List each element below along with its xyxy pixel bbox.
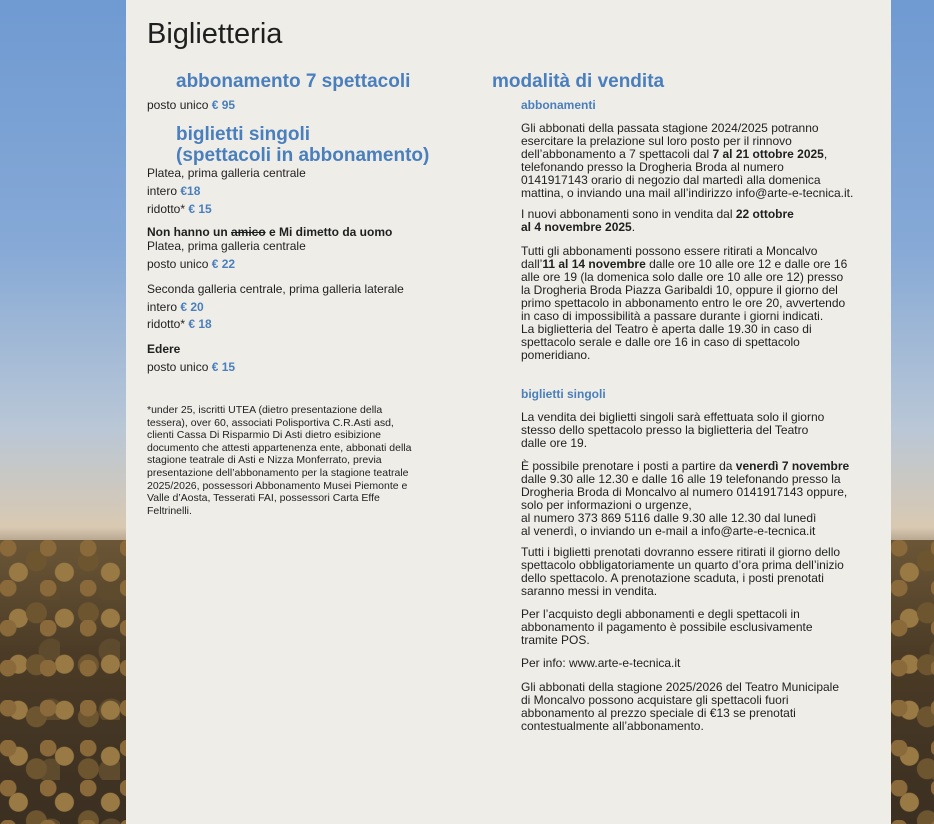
price-label: posto unico	[147, 98, 212, 112]
singoli-subtitle: biglietti singoli	[521, 387, 606, 401]
abbonamenti-subtitle: abbonamenti	[521, 98, 596, 112]
note-line: tessera), over 60, associati Polisportiva C.R.Asti asd,	[147, 416, 394, 429]
note-line: Valle d’Aosta, Tesserati FAI, possessori Carta Effe	[147, 492, 380, 505]
ridotto-row-1	[147, 203, 212, 216]
intero-row-2	[147, 301, 204, 314]
posto-price: € 22	[211, 257, 236, 271]
abbonamento-title: abbonamento 7 spettacoli	[176, 71, 411, 92]
text-span: dalle ore 10 alle ore 12 e dalle ore 16	[645, 257, 848, 271]
date-start: venerdì 7 novembre	[735, 459, 850, 473]
text-span: ,	[823, 147, 828, 161]
text-line: Tutti gli abbonamenti possono essere ritirati a Moncalvo	[521, 244, 818, 258]
text-span: I nuovi abbonamenti sono in vendita dal	[521, 207, 736, 221]
singoli-title-2: (spettacoli in abbonamento)	[176, 145, 430, 166]
ridotto-row-2	[147, 318, 212, 331]
intero-price: €18	[180, 184, 201, 198]
show-title-1-part2: e Mi dimetto da uomo	[265, 225, 393, 239]
paragraph-prelazione	[521, 122, 871, 200]
ridotto-price: € 18	[188, 317, 212, 331]
text-line: Gli abbonati della stagione 2025/2026 del Teatro Municipale	[521, 680, 840, 694]
seconda-galleria-label: Seconda galleria centrale, prima galleria laterale	[147, 282, 404, 296]
price-value: € 95	[211, 98, 236, 112]
text-line: pomeridiano.	[521, 348, 591, 362]
posto-row-2	[147, 258, 235, 271]
intero-row-1	[147, 185, 200, 198]
text-line: telefonando presso la Drogheria Broda al numero	[521, 160, 784, 174]
text-line: Tutti i biglietti prenotati dovranno essere ritirati il giorno dello	[521, 545, 841, 559]
posto-row-3	[147, 361, 235, 374]
note-line: 2025/2026, possessori Abbonamento Musei Piemonte e	[147, 479, 408, 492]
text-line: dalle 9.30 alle 12.30 e dalle 16 alle 19 telefonando presso la	[521, 472, 841, 486]
text-line: mattina, o inviando una mail all’indirizzo info@arte-e-tecnica.it.	[521, 186, 854, 200]
text-line: dalle ore 19.	[521, 436, 588, 450]
text-line: La vendita dei biglietti singoli sarà effettuata solo il giorno	[521, 410, 825, 424]
text-line: alle ore 19 (la domenica solo dalle ore 10 alle ore 12) presso	[521, 270, 844, 284]
note-line: Feltrinelli.	[147, 504, 192, 517]
text-line: stesso dello spettacolo presso la biglietteria del Teatro	[521, 423, 809, 437]
singoli-title-1: biglietti singoli	[176, 124, 311, 145]
intero-price: € 20	[180, 300, 204, 314]
date-range: 11 al 14 novembre	[542, 257, 646, 271]
background-trees-right	[891, 540, 934, 824]
background-trees-left	[0, 540, 126, 824]
text-line: Drogheria Broda di Moncalvo al numero 0141917143 oppure,	[521, 485, 848, 499]
text-line: primo spettacolo in abbonamento entro le ore 20, avvertendo	[521, 296, 846, 310]
paragraph-prenotazione	[521, 460, 871, 538]
text-line: dello spettacolo. A prenotazione scaduta, i posti prenotati	[521, 571, 824, 585]
date-start: 22 ottobre	[735, 207, 794, 221]
paragraph-ritiro	[521, 245, 871, 362]
ridotto-label: ridotto*	[147, 202, 189, 216]
paragraph-pagamento	[521, 608, 871, 647]
abbonamento-price-row	[147, 99, 235, 112]
text-line: abbonamento il pagamento è possibile esclusivamente	[521, 620, 813, 634]
show-title-1-strike: amico	[230, 225, 266, 239]
text-span: È possibile prenotare i posti a partire da	[521, 459, 736, 473]
date-range: 7 al 21 ottobre 2025	[712, 147, 824, 161]
text-span: .	[631, 220, 636, 234]
modalita-title: modalità di vendita	[492, 71, 665, 92]
date-end: al 4 novembre 2025	[521, 220, 632, 234]
text-line: Per l’acquisto degli abbonamenti e degli spettacoli in	[521, 607, 800, 621]
text-line: Gli abbonati della passata stagione 2024/2025 potranno	[521, 121, 819, 135]
note-line: *under 25, iscritti UTEA (dietro presentazione della	[147, 404, 383, 416]
ridotto-price: € 15	[188, 202, 212, 216]
text-span: dall’	[521, 257, 543, 271]
paragraph-vendita-singoli	[521, 411, 871, 450]
ridotto-label: ridotto*	[147, 317, 189, 331]
intero-label: intero	[147, 184, 181, 198]
note-line: documento che attesti appartenenza ente, abbonati della	[147, 441, 412, 454]
show-title-1-part1: Non hanno un	[147, 225, 231, 239]
paragraph-nuovi	[521, 208, 871, 234]
text-span: dell’abbonamento a 7 spettacoli dal	[521, 147, 713, 161]
text-line: contestualmente all’abbonamento.	[521, 719, 704, 733]
text-line: esercitare la prelazione sul loro posto per il rinnovo	[521, 134, 792, 148]
text-line: abbonamento al prezzo speciale di €13 se prenotati	[521, 706, 796, 720]
show-title-2: Edere	[147, 342, 181, 356]
intero-label: intero	[147, 300, 181, 314]
paragraph-prezzo-speciale	[521, 681, 871, 733]
text-line: la Drogheria Broda Piazza Garibaldi 10, oppure il giorno del	[521, 283, 838, 297]
text-line: al numero 373 869 5116 dalle 9.30 alle 12.30 dal lunedì	[521, 511, 817, 525]
reduced-price-note	[147, 404, 447, 517]
paragraph-ritiro-biglietti	[521, 546, 871, 598]
posto-label: posto unico	[147, 257, 212, 271]
text-line: saranno messi in vendita.	[521, 584, 658, 598]
text-line: solo per informazioni o urgenze,	[521, 498, 692, 512]
page-title: Biglietteria	[147, 18, 283, 50]
note-line: stagione teatrale di Asti e Nizza Monferrato, previa	[147, 454, 382, 467]
platea-label-2: Platea, prima galleria centrale	[147, 239, 306, 253]
note-line: clienti Cassa Di Risparmio Di Asti dietro esibizione	[147, 429, 382, 442]
text-line: La biglietteria del Teatro è aperta dalle 19.30 in caso di	[521, 322, 812, 336]
text-line: in caso di impossibilità a passare durante i giorni indicati.	[521, 309, 824, 323]
content-panel	[126, 0, 891, 824]
text-line	[521, 221, 871, 234]
text-line: tramite POS.	[521, 633, 590, 647]
text-line: di Moncalvo possono acquistare gli spettacoli fuori	[521, 693, 789, 707]
text-line: al venerdì, o inviando un e-mail a info@arte-e-tecnica.it	[521, 524, 816, 538]
posto-label: posto unico	[147, 360, 212, 374]
show-title-1	[147, 226, 392, 239]
text-line: 0141917143 orario di negozio dal martedì alla domenica	[521, 173, 821, 187]
note-line: presentazione dell’abbonamento per la stagione teatrale	[147, 466, 409, 479]
text-line: spettacolo serale e dalle ore 16 in caso di spettacolo	[521, 335, 800, 349]
posto-price: € 15	[211, 360, 236, 374]
info-line: Per info: www.arte-e-tecnica.it	[521, 656, 681, 670]
platea-label-1: Platea, prima galleria centrale	[147, 166, 306, 180]
text-line: spettacolo obbligatoriamente un quarto d’ora prima dell’inizio	[521, 558, 844, 572]
